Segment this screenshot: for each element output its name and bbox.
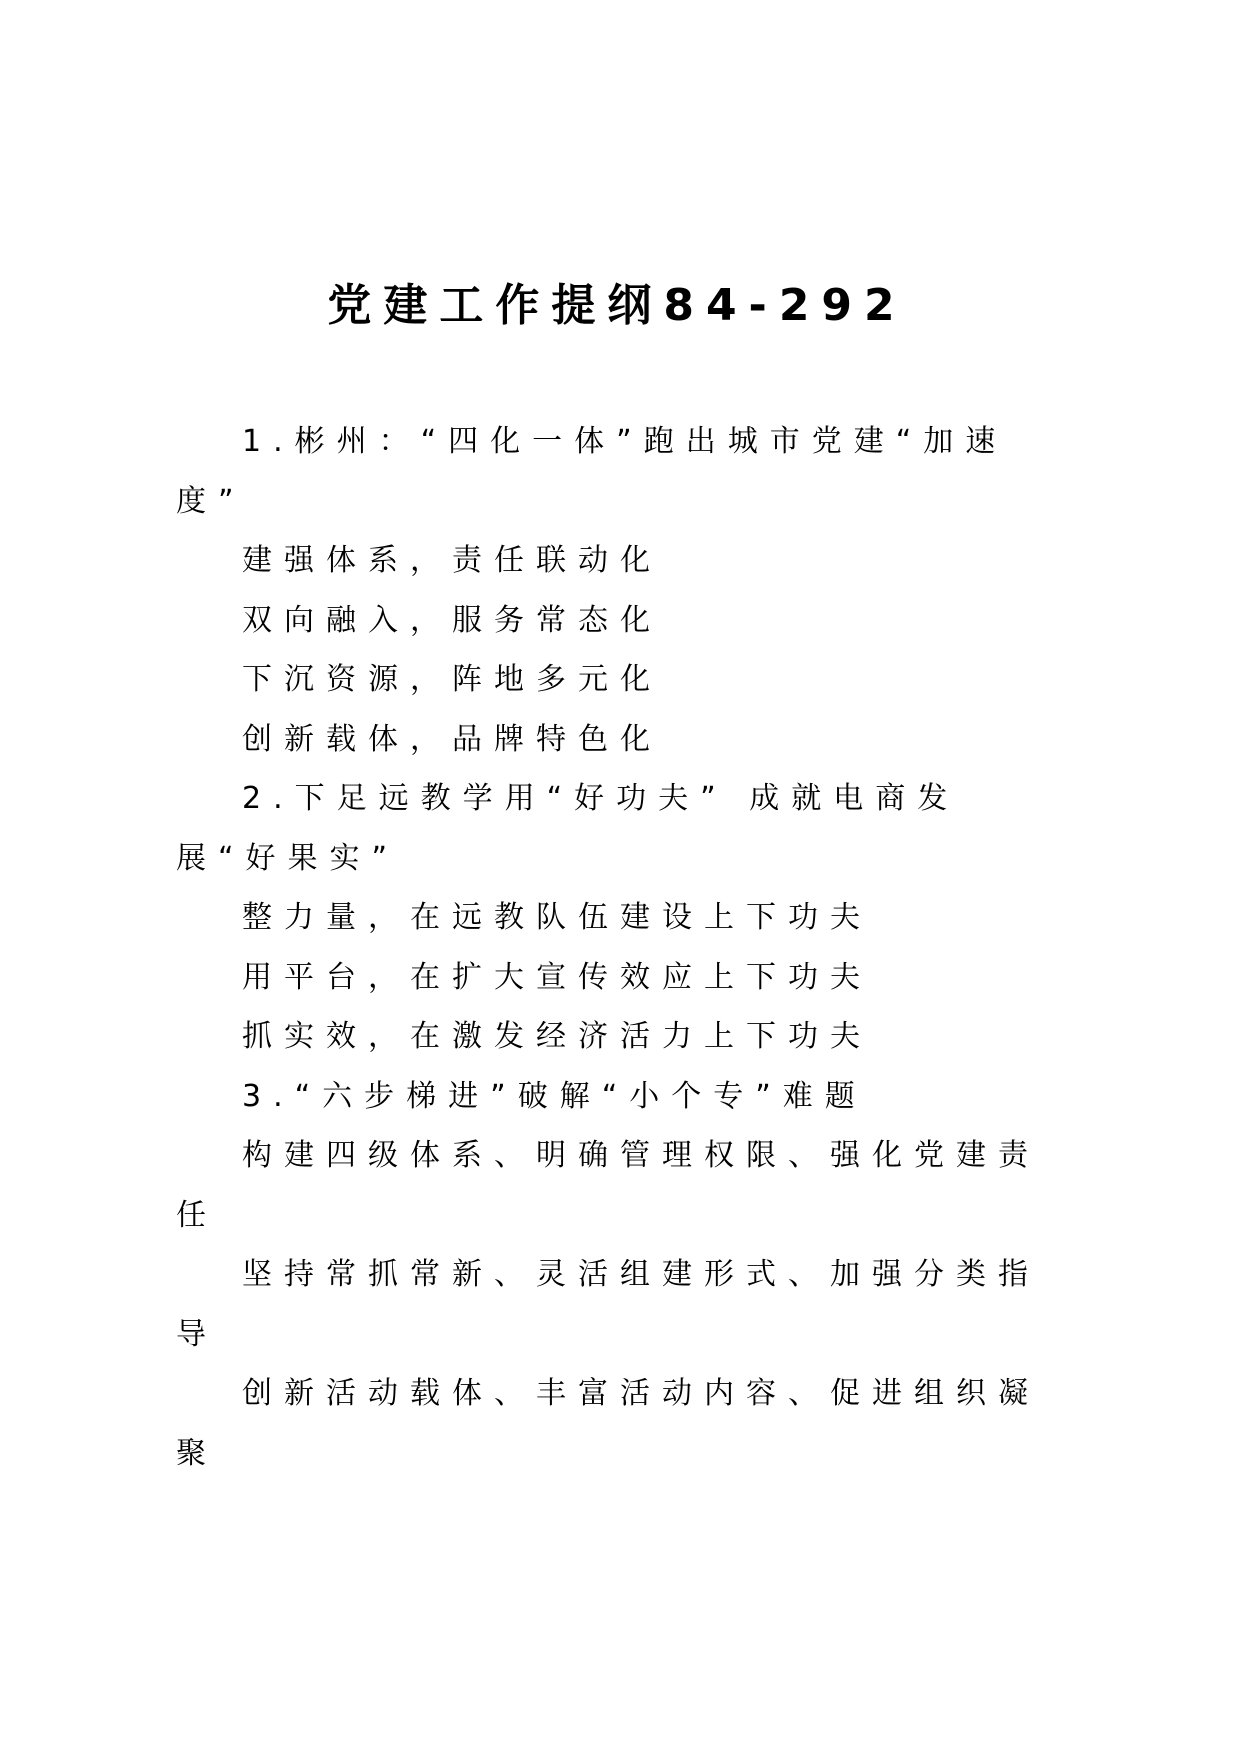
item-1-3: 下沉资源，阵地多元化 [242, 662, 662, 697]
item-1-1: 建强体系，责任联动化 [242, 543, 662, 578]
item-1-4: 创新载体，品牌特色化 [242, 721, 662, 757]
item-3-3: 创新活动载体、丰富活动内容、促进组织凝聚 [176, 1376, 1040, 1471]
document-title: 党建工作提纲84-292 [327, 280, 907, 331]
document-body [176, 412, 1056, 1483]
item-3-2: 坚持常抓常新、灵活组建形式、加强分类指导 [176, 1257, 1040, 1352]
item-2-1: 整力量，在远教队伍建设上下功夫 [242, 900, 872, 935]
heading-1-binzhou: 1.彬州：“四化一体”跑出城市党建“加速度” [176, 424, 1008, 519]
item-3-1: 构建四级体系、明确管理权限、强化党建责任 [176, 1138, 1040, 1233]
item-2-2: 用平台，在扩大宣传效应上下功夫 [242, 959, 872, 995]
item-2-3: 抓实效，在激发经济活力上下功夫 [242, 1019, 872, 1054]
heading-3-six-steps: 3.“六步梯进”破解“小个专”难题 [242, 1078, 867, 1114]
item-1-2: 双向融入，服务常态化 [242, 602, 662, 638]
heading-2-distance-education: 2.下足远教学用“好功夫” 成就电商发展“好果实” [176, 781, 960, 876]
